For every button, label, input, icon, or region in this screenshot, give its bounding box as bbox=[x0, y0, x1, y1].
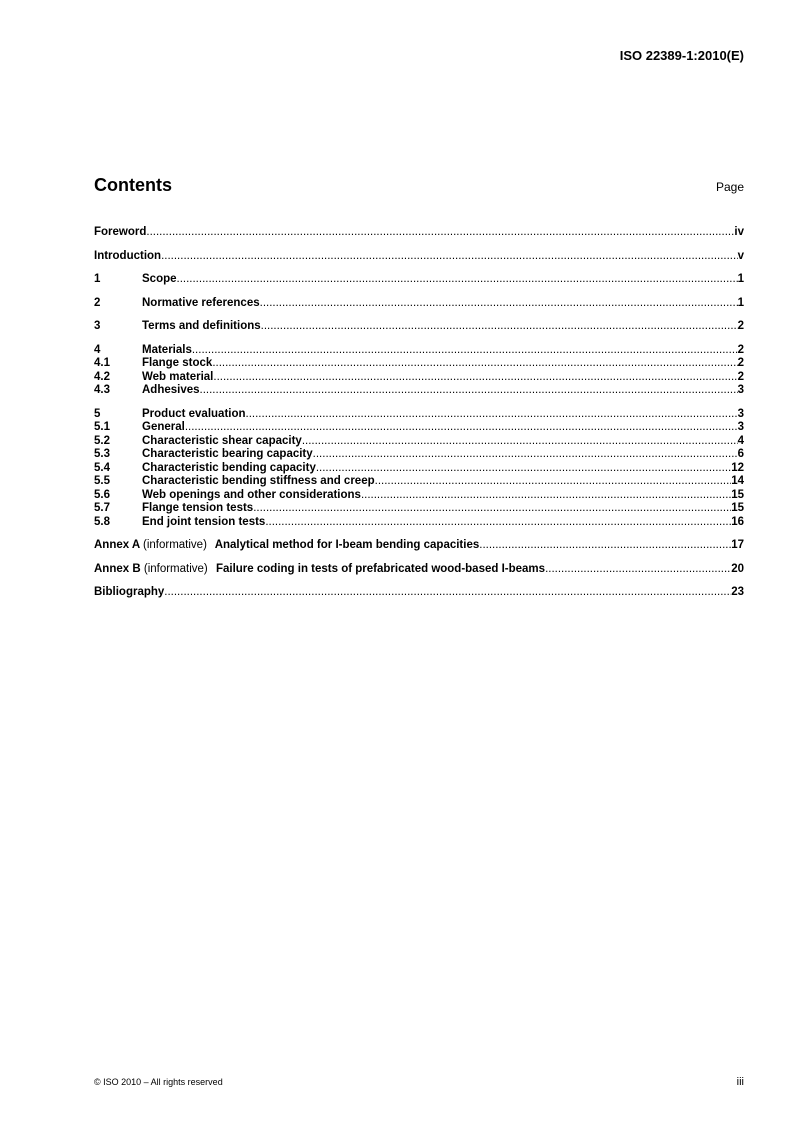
toc-entry-page: 2 bbox=[737, 320, 744, 332]
toc-entry-number: 4.2 bbox=[94, 370, 110, 383]
toc-leader bbox=[261, 320, 738, 334]
toc-entry-number: 5 bbox=[94, 407, 101, 420]
toc-entry-title: Characteristic shear capacity bbox=[142, 434, 302, 447]
page-column-label: Page bbox=[715, 180, 744, 194]
annex-title: Analytical method for I-beam bending capacities bbox=[214, 539, 480, 551]
toc-entry-page: 2 bbox=[737, 357, 744, 369]
toc-entry-number: 2 bbox=[94, 296, 101, 309]
toc-entry-4-1[interactable] bbox=[94, 357, 744, 371]
toc-entry-title: Flange stock bbox=[142, 357, 213, 369]
footer-copyright: © ISO 2010 – All rights reserved bbox=[94, 1077, 223, 1087]
toc-entry-title: Materials bbox=[142, 343, 192, 356]
toc-leader bbox=[164, 586, 731, 600]
toc-entry-title bbox=[94, 563, 545, 577]
toc-entry-title: Characteristic bending stiffness and creep bbox=[142, 475, 375, 487]
toc-entry-title: Normative references bbox=[142, 296, 260, 309]
annex-kind: (informative) bbox=[143, 562, 208, 575]
toc-entry-page: 20 bbox=[731, 562, 744, 575]
toc-entry-introduction[interactable] bbox=[94, 250, 744, 264]
toc-leader bbox=[192, 344, 738, 358]
toc-entry-page: 15 bbox=[731, 502, 744, 514]
toc-entry-number: 5.8 bbox=[94, 515, 110, 528]
toc-entry-title: Introduction bbox=[94, 249, 162, 262]
toc-entry-4-2[interactable] bbox=[94, 371, 744, 385]
toc-leader bbox=[302, 435, 738, 449]
contents-heading: Contents bbox=[94, 175, 172, 195]
toc-entry-5-6[interactable] bbox=[94, 489, 744, 503]
toc-leader bbox=[253, 502, 731, 516]
annex-label: Annex B bbox=[94, 562, 141, 575]
toc-entry-page: 17 bbox=[731, 539, 744, 551]
toc-entry-5-4[interactable] bbox=[94, 462, 744, 476]
toc-entry-title bbox=[94, 539, 479, 553]
toc-entry-2[interactable] bbox=[94, 297, 744, 311]
toc-entry-annex-a[interactable] bbox=[94, 539, 744, 553]
footer-page-number: iii bbox=[736, 1076, 744, 1088]
toc-entry-number: 5.4 bbox=[94, 461, 110, 474]
toc-entry-page: 16 bbox=[731, 515, 744, 528]
toc-entry-page: 3 bbox=[737, 384, 744, 396]
toc-entry-number: 4.3 bbox=[94, 384, 110, 396]
toc-entry-title: Terms and definitions bbox=[142, 320, 261, 332]
toc-entry-title: Web openings and other considerations bbox=[142, 488, 361, 501]
toc-entry-5-5[interactable] bbox=[94, 475, 744, 489]
toc-entry-number: 5.5 bbox=[94, 475, 110, 487]
toc-entry-page: 1 bbox=[737, 296, 744, 309]
toc-entry-title: Characteristic bearing capacity bbox=[142, 448, 313, 460]
toc-entry-title: Foreword bbox=[94, 226, 147, 238]
annex-title: Failure coding in tests of prefabricated wood-based I-beams bbox=[215, 562, 546, 575]
toc-entry-annex-b[interactable] bbox=[94, 563, 744, 577]
toc-entry-page: iv bbox=[734, 226, 744, 238]
toc-entry-title: Flange tension tests bbox=[142, 502, 254, 514]
toc-leader bbox=[545, 563, 731, 577]
toc-entry-5-3[interactable] bbox=[94, 448, 744, 462]
annex-kind: (informative) bbox=[143, 539, 207, 551]
toc-entry-4[interactable] bbox=[94, 344, 744, 358]
toc-leader bbox=[375, 475, 732, 489]
toc-entry-bibliography[interactable] bbox=[94, 586, 744, 600]
toc-entry-page: 1 bbox=[737, 273, 744, 285]
toc-entry-number: 5.3 bbox=[94, 448, 110, 460]
toc-leader bbox=[313, 448, 738, 462]
toc-entry-number: 1 bbox=[94, 273, 101, 285]
toc-leader bbox=[479, 539, 731, 553]
toc-entry-title: Product evaluation bbox=[142, 407, 246, 420]
toc-entry-number: 5.6 bbox=[94, 488, 110, 501]
table-of-contents bbox=[94, 226, 744, 600]
toc-entry-title: Adhesives bbox=[142, 384, 200, 396]
toc-entry-page: 15 bbox=[731, 488, 744, 501]
toc-leader bbox=[246, 408, 738, 422]
toc-entry-4-3[interactable] bbox=[94, 384, 744, 398]
toc-leader bbox=[200, 384, 738, 398]
toc-leader bbox=[146, 226, 734, 240]
toc-entry-page: 3 bbox=[737, 407, 744, 420]
toc-entry-page: v bbox=[737, 249, 744, 262]
toc-leader bbox=[265, 516, 731, 530]
toc-entry-page: 3 bbox=[737, 421, 744, 433]
toc-entry-title: Characteristic bending capacity bbox=[142, 461, 316, 474]
toc-entry-5-2[interactable] bbox=[94, 435, 744, 449]
toc-entry-title: Bibliography bbox=[94, 586, 165, 598]
toc-entry-5-7[interactable] bbox=[94, 502, 744, 516]
toc-entry-5-1[interactable] bbox=[94, 421, 744, 435]
toc-entry-number: 5.2 bbox=[94, 434, 110, 447]
toc-entry-number: 4 bbox=[94, 343, 101, 356]
toc-entry-number: 3 bbox=[94, 320, 101, 332]
toc-entry-5-8[interactable] bbox=[94, 516, 744, 530]
toc-entry-3[interactable] bbox=[94, 320, 744, 334]
toc-leader bbox=[161, 250, 738, 264]
document-id: ISO 22389-1:2010(E) bbox=[619, 48, 744, 63]
toc-entry-title: Web material bbox=[142, 370, 214, 383]
toc-entry-page: 23 bbox=[731, 586, 744, 598]
toc-entry-foreword[interactable] bbox=[94, 226, 744, 240]
toc-entry-number: 5.7 bbox=[94, 502, 110, 514]
toc-leader bbox=[185, 421, 738, 435]
toc-entry-page: 4 bbox=[737, 434, 744, 447]
toc-entry-title: General bbox=[142, 421, 185, 433]
toc-leader bbox=[212, 357, 737, 371]
toc-leader bbox=[316, 462, 731, 476]
toc-entry-title: Scope bbox=[142, 273, 177, 285]
toc-entry-number: 5.1 bbox=[94, 421, 110, 433]
toc-entry-page: 6 bbox=[737, 448, 744, 460]
toc-entry-title: End joint tension tests bbox=[142, 515, 266, 528]
toc-entry-number: 4.1 bbox=[94, 357, 110, 369]
toc-entry-page: 14 bbox=[731, 475, 744, 487]
toc-leader bbox=[361, 489, 731, 503]
toc-entry-1[interactable] bbox=[94, 273, 744, 287]
toc-leader bbox=[260, 297, 738, 311]
toc-leader bbox=[213, 371, 737, 385]
toc-entry-page: 12 bbox=[731, 461, 744, 474]
toc-entry-page: 2 bbox=[737, 370, 744, 383]
toc-leader bbox=[177, 273, 738, 287]
toc-entry-page: 2 bbox=[737, 343, 744, 356]
toc-entry-5[interactable] bbox=[94, 408, 744, 422]
annex-label: Annex A bbox=[94, 539, 140, 551]
